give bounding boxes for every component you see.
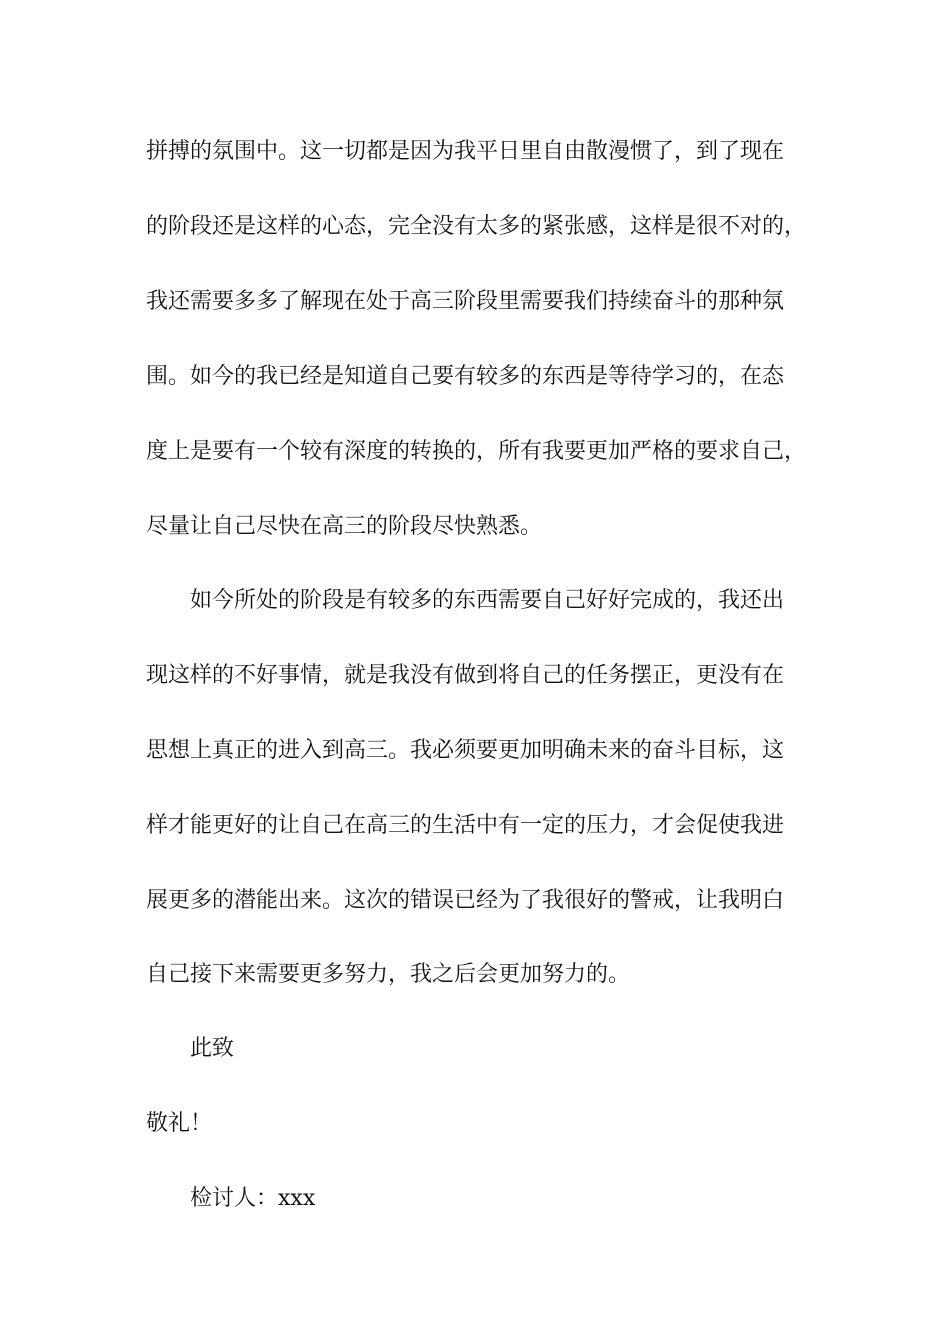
paragraph-line: 的阶段还是这样的心态，完全没有太多的紧张感，这样是很不对的，: [146, 214, 807, 239]
paragraph-line: 现这样的不好事情，就是我没有做到将自己的任务摆正，更没有在: [146, 663, 785, 688]
paragraph-line: 自己接下来需要更多努力，我之后会更加努力的。: [146, 962, 631, 987]
paragraph-line: 我还需要多多了解现在处于高三阶段里需要我们持续奋斗的那种氛: [146, 289, 785, 314]
paragraph-line: 如今所处的阶段是有较多的东西需要自己好好完成的，我还出: [190, 588, 785, 613]
paragraph-line: 样才能更好的让自己在高三的生活中有一定的压力，才会促使我进: [146, 813, 785, 838]
paragraph-line: 思想上真正的进入到高三。我必须要更加明确未来的奋斗目标，这: [146, 738, 785, 763]
paragraph-line: 围。如今的我已经是知道自己要有较多的东西是等待学习的，在态: [146, 364, 785, 389]
paragraph-line: 拼搏的氛围中。这一切都是因为我平日里自由散漫惯了，到了现在: [146, 139, 785, 164]
paragraph-line: 度上是要有一个较有深度的转换的，所有我要更加严格的要求自己，: [146, 439, 807, 464]
closing-text: 此致: [190, 1036, 235, 1061]
signature-text: 检讨人：xxx: [190, 1186, 316, 1211]
paragraph-line: 尽量让自己尽快在高三的阶段尽快熟悉。: [146, 514, 543, 539]
salute-text: 敬礼！: [146, 1111, 213, 1136]
paragraph-line: 展更多的潜能出来。这次的错误已经为了我很好的警戒，让我明白: [146, 888, 785, 913]
